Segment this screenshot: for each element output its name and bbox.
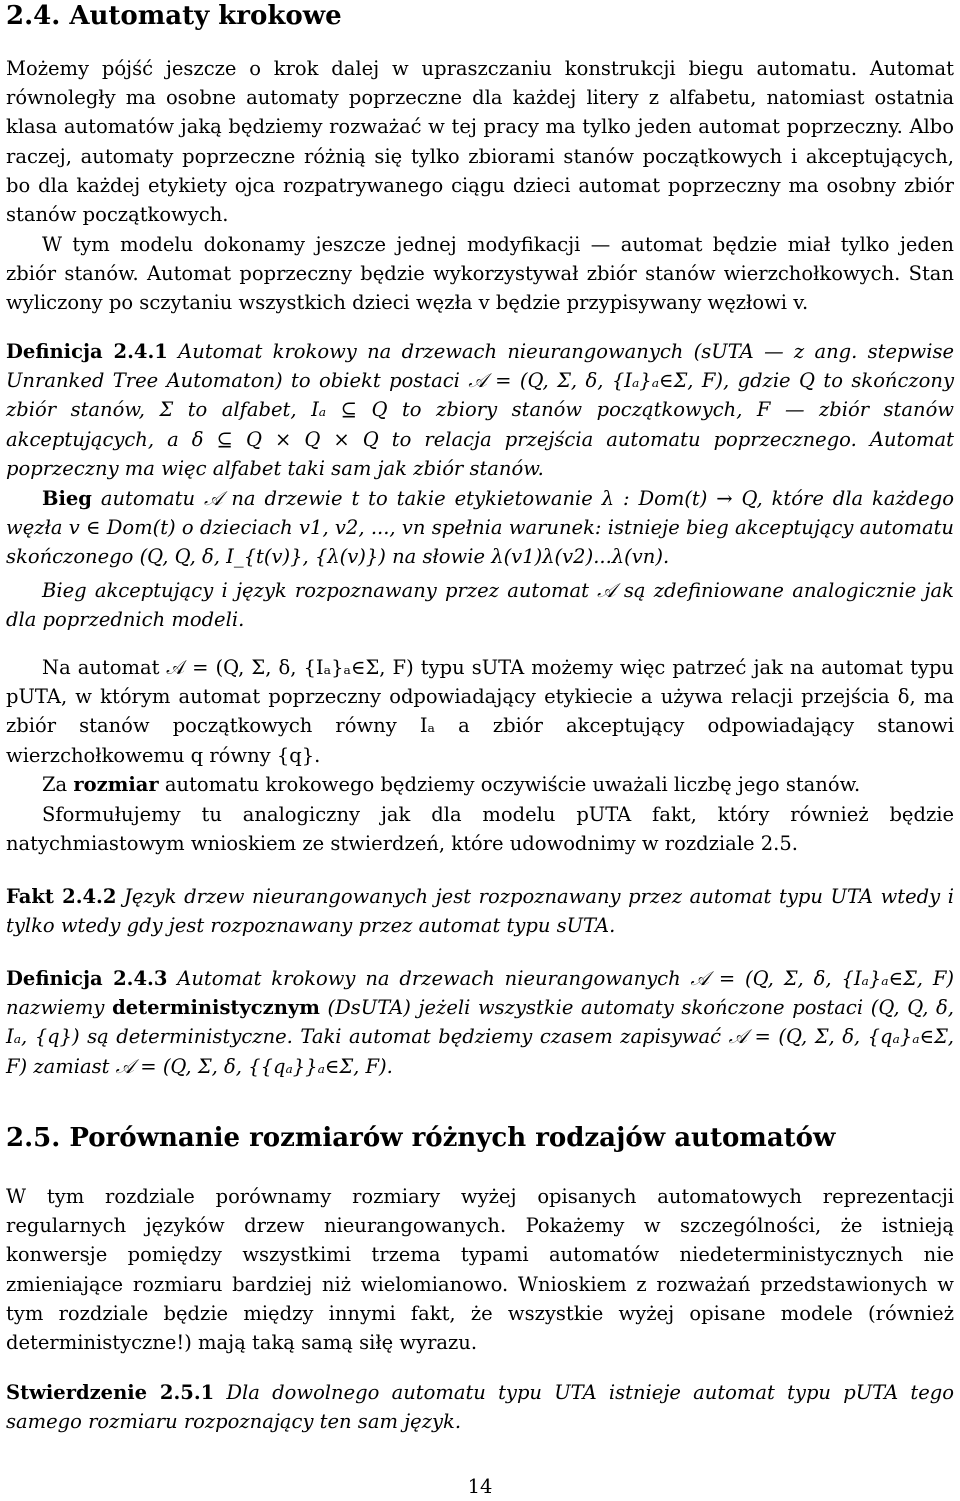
size-text-pre: Za [42, 773, 74, 796]
definition-2-4-3 [6, 964, 954, 1081]
accepting-run-note: Bieg akceptujący i język rozpoznawany przez automat 𝒜 są zdefiniowane analogicznie jak dla poprzednich modeli. [6, 579, 954, 632]
fact-text: Język drzew nieurangowanych jest rozpoznawany przez automat typu UTA wtedy i tylko wtedy gdy jest rozpoznawany przez automat typu sUTA. [6, 885, 954, 938]
paragraph-suta-as-puta: Na automat 𝒜 = (Q, Σ, δ, {Iₐ}ₐ∈Σ, F) typu sUTA możemy więc patrzeć jak na automat typu pUTA, w którym automat poprzeczny odpowiadający etykiecie a używa relacji przejścia δ, ma zbiór stanów początkowych równy Iₐ a zbiór akceptujący odpowiadający stanowi wierzchołkowemu q równy {q}. [6, 656, 954, 767]
fact-label: Fakt 2.4.2 [6, 885, 117, 908]
paragraph-size [6, 770, 954, 799]
definition-text-post: (DsUTA) jeżeli wszystkie automaty skończone postaci (Q, Q, δ, Iₐ, {q}) są deterministyczne. Taki automat będziemy czasem zapisywać 𝒜 = (Q, Σ, δ, {qₐ}ₐ∈Σ, F) zamiast 𝒜 = (Q, Σ, δ, {{qₐ}}ₐ∈Σ, F). [6, 996, 955, 1078]
definition-label: Definicja 2.4.3 [6, 967, 168, 990]
definition-text-pre: Automat krokowy na drzewach nieurangowanych 𝒜 = (Q, Σ, δ, {Iₐ}ₐ∈Σ, F) nazwiemy [6, 967, 954, 1020]
section-heading-2-4: 2.4. Automaty krokowe [6, 1, 342, 31]
run-definition [6, 484, 954, 572]
paragraph-comparison: W tym rozdziale porównamy rozmiary wyżej opisanych automatowych reprezentacji regularnych języków drzew nieurangowanych. Pokażemy w szczególności, że istnieją konwersje pomiędzy wszystkimi trzema typami automatów niedeterministycznych nie zmieniające rozmiaru bardziej niż wielomianowo. Wnioskiem z rozważań przedstawionych w tym rozdziale będzie między innymi fakt, że wszystkie wyżej opisane modele (również deterministyczne!) mają taką samą siłę wyrazu. [6, 1185, 954, 1355]
size-term: rozmiar [73, 773, 159, 796]
fact-2-4-2 [6, 882, 954, 940]
paragraph-model-modification: W tym modelu dokonamy jeszcze jednej modyfikacji — automat będzie miał tylko jeden zbiór stanów. Automat poprzeczny będzie wykorzystywał zbiór stanów wierzchołkowych. Stan wyliczony po sczytaniu wszystkich dzieci węzła v będzie przypisywany węzłowi v. [6, 233, 954, 315]
statement-2-5-1 [6, 1378, 954, 1436]
definition-2-4-1 [6, 337, 954, 483]
deterministic-term: deterministycznym [112, 996, 320, 1020]
run-label: Bieg [42, 487, 92, 510]
page-number: 14 [467, 1475, 493, 1498]
section-heading-2-5: 2.5. Porównanie rozmiarów różnych rodzajów automatów [6, 1123, 836, 1153]
statement-label: Stwierdzenie 2.5.1 [6, 1381, 215, 1404]
definition-label: Definicja 2.4.1 [6, 340, 168, 363]
statement-text: Dla dowolnego automatu typu UTA istnieje automat typu pUTA tego samego rozmiaru rozpoznający ten sam język. [6, 1381, 954, 1434]
paragraph-analogous-fact: Sformułujemy tu analogiczny jak dla modelu pUTA fakt, który również będzie natychmiastowym wnioskiem ze stwierdzeń, które udowodnimy w rozdziale 2.5. [6, 803, 954, 856]
paragraph-intro: Możemy pójść jeszcze o krok dalej w upraszczaniu konstrukcji biegu automatu. Automat równoległy ma osobne automaty poprzeczne dla każdej litery z alfabetu, natomiast ostatnia klasa automatów jaką będziemy rozważać w tej pracy ma tylko jeden automat poprzeczny. Albo raczej, automaty poprzeczne różnią się tylko zbiorami stanów początkowych i akceptujących, bo dla każdej etykiety ojca rozpatrywanego ciągu dzieci automat poprzeczny ma osobny zbiór stanów początkowych. [6, 57, 954, 227]
size-text-post: automatu krokowego będziemy oczywiście uważali liczbę jego stanów. [158, 773, 861, 796]
run-text: automatu 𝒜 na drzewie t to takie etykietowanie λ : Dom(t) → Q, które dla każdego węzła v ∈ Dom(t) o dzieciach v1, v2, ..., vn spełnia warunek: istnieje bieg akceptujący automatu skończonego (Q, Q, δ, I_{t(v)}, {λ(v)}) na słowie λ(v1)λ(v2)...λ(vn). [6, 487, 954, 569]
definition-text: Automat krokowy na drzewach nieurangowanych (sUTA — z ang. stepwise Unranked Tree Automaton) to obiekt postaci 𝒜 = (Q, Σ, δ, {Iₐ}ₐ∈Σ, F), gdzie Q to skończony zbiór stanów, Σ to alfabet, Iₐ ⊆ Q to zbiory stanów początkowych, F — zbiór stanów akceptujących, a δ ⊆ Q × Q × Q to relacja przejścia automatu poprzecznego. Automat poprzeczny ma więc alfabet taki sam jak zbiór stanów. [6, 340, 955, 480]
